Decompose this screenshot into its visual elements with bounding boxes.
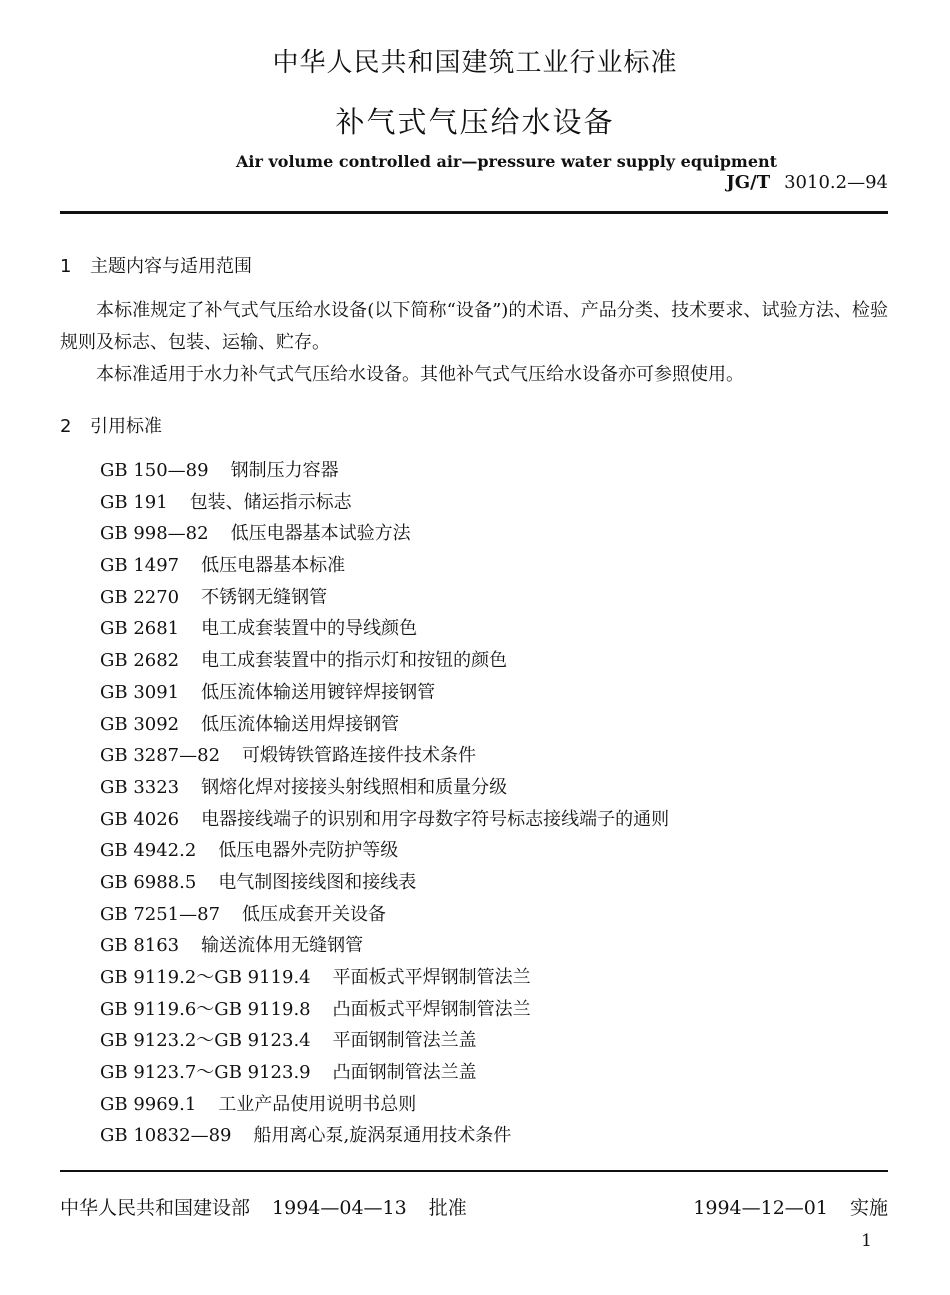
reference-code: GB 9119.2～GB 9119.4 — [100, 967, 311, 988]
reference-title: 凸面板式平焊钢制管法兰 — [332, 998, 531, 1020]
reference-item — [100, 613, 669, 645]
footer-divider — [60, 1170, 888, 1172]
reference-code: GB 191 — [100, 491, 168, 513]
reference-title: 低压成套开关设备 — [242, 903, 387, 925]
reference-code: GB 1497 — [100, 555, 180, 577]
reference-item — [100, 740, 669, 772]
reference-code: GB 7251—87 — [100, 903, 221, 925]
reference-item — [100, 994, 669, 1026]
section-1-paragraph-2: 本标准适用于水力补气式气压给水设备。其他补气式气压给水设备亦可参照使用。 — [96, 364, 744, 385]
standard-code — [726, 172, 888, 193]
section-title: 主题内容与适用范围 — [90, 256, 252, 277]
approval-label: 批准 — [428, 1197, 467, 1219]
reference-code: GB 9969.1 — [100, 1093, 197, 1115]
reference-title: 包装、储运指示标志 — [189, 491, 352, 513]
reference-code: GB 10832—89 — [100, 1125, 232, 1147]
standard-code-number: 3010.2—94 — [784, 172, 888, 193]
reference-item — [100, 709, 669, 741]
reference-item — [100, 962, 669, 994]
reference-title: 低压流体输送用焊接钢管 — [201, 713, 400, 735]
section-title: 引用标准 — [90, 416, 162, 437]
reference-title: 工业产品使用说明书总则 — [218, 1093, 417, 1115]
standard-category: 中华人民共和国建筑工业行业标准 — [272, 48, 678, 78]
reference-item — [100, 677, 669, 709]
page-number: 1 — [861, 1231, 872, 1251]
reference-code: GB 4026 — [100, 808, 180, 830]
reference-title: 凸面钢制管法兰盖 — [332, 1062, 477, 1084]
reference-title: 钢熔化焊对接接头射线照相和质量分级 — [201, 776, 508, 798]
effective-line — [693, 1193, 888, 1220]
reference-code: GB 9123.2～GB 9123.4 — [100, 1030, 311, 1052]
reference-item — [100, 867, 669, 899]
reference-item — [100, 772, 669, 804]
reference-code: GB 2270 — [100, 586, 180, 608]
reference-title: 平面钢制管法兰盖 — [332, 1030, 477, 1052]
reference-code: GB 9123.7～GB 9123.9 — [100, 1062, 311, 1084]
reference-code: GB 998—82 — [100, 523, 209, 545]
reference-item — [100, 518, 669, 550]
reference-item — [100, 835, 669, 867]
reference-title: 不锈钢无缝钢管 — [201, 586, 328, 608]
reference-code: GB 2681 — [100, 618, 180, 640]
reference-item — [100, 1057, 669, 1089]
reference-list — [100, 455, 669, 1152]
document-title: 补气式气压给水设备 — [335, 105, 615, 139]
english-title: Air volume controlled air—pressure water supply equipment — [236, 152, 778, 171]
reference-title: 低压电器外壳防护等级 — [218, 840, 399, 862]
reference-code: GB 150—89 — [100, 460, 209, 481]
reference-title: 输送流体用无缝钢管 — [201, 935, 364, 957]
standard-code-prefix: JG/T — [726, 172, 771, 193]
reference-code: GB 9119.6～GB 9119.8 — [100, 998, 311, 1020]
reference-code: GB 3287—82 — [100, 745, 221, 767]
reference-item — [100, 930, 669, 962]
reference-item — [100, 804, 669, 836]
reference-code: GB 8163 — [100, 935, 180, 957]
issuing-authority: 中华人民共和国建设部 — [60, 1197, 251, 1219]
reference-item — [100, 899, 669, 931]
reference-title: 电器接线端子的识别和用字母数字符号标志接线端子的通则 — [201, 808, 670, 830]
reference-title: 平面板式平焊钢制管法兰 — [332, 967, 531, 988]
reference-item — [100, 487, 669, 519]
reference-title: 电气制图接线图和接线表 — [218, 871, 417, 893]
reference-title: 低压电器基本试验方法 — [230, 523, 411, 545]
reference-code: GB 4942.2 — [100, 840, 197, 862]
reference-title: 可煅铸铁管路连接件技术条件 — [242, 745, 477, 767]
effective-label: 实施 — [849, 1197, 888, 1219]
reference-title: 低压流体输送用镀锌焊接钢管 — [201, 681, 436, 703]
reference-title: 船用离心泵,旋涡泵通用技术条件 — [253, 1125, 512, 1147]
header-divider — [60, 211, 888, 214]
reference-title: 电工成套装置中的导线颜色 — [201, 618, 418, 640]
approval-date: 1994—04—13 — [272, 1197, 407, 1219]
section-heading-1 — [60, 252, 252, 278]
reference-item — [100, 550, 669, 582]
reference-item — [100, 1025, 669, 1057]
reference-code: GB 3091 — [100, 681, 180, 703]
reference-item — [100, 582, 669, 614]
reference-code: GB 3092 — [100, 713, 180, 735]
reference-title: 电工成套装置中的指示灯和按钮的颜色 — [201, 650, 508, 672]
reference-item — [100, 455, 669, 487]
reference-code: GB 3323 — [100, 776, 180, 798]
reference-code: GB 2682 — [100, 650, 180, 672]
reference-item — [100, 1120, 669, 1152]
reference-title: 低压电器基本标准 — [201, 555, 346, 577]
section-heading-2 — [60, 412, 162, 438]
reference-code: GB 6988.5 — [100, 871, 197, 893]
section-number: 1 — [60, 256, 72, 277]
section-number: 2 — [60, 416, 72, 437]
effective-date: 1994—12—01 — [693, 1197, 828, 1219]
reference-item — [100, 1089, 669, 1121]
approval-line — [60, 1193, 467, 1220]
reference-item — [100, 645, 669, 677]
reference-title: 钢制压力容器 — [230, 460, 339, 481]
section-1-paragraph-1: 本标准规定了补气式气压给水设备(以下简称“设备”)的术语、产品分类、技术要求、试验方法、检验规则及标志、包装、运输、贮存。 — [60, 300, 888, 353]
